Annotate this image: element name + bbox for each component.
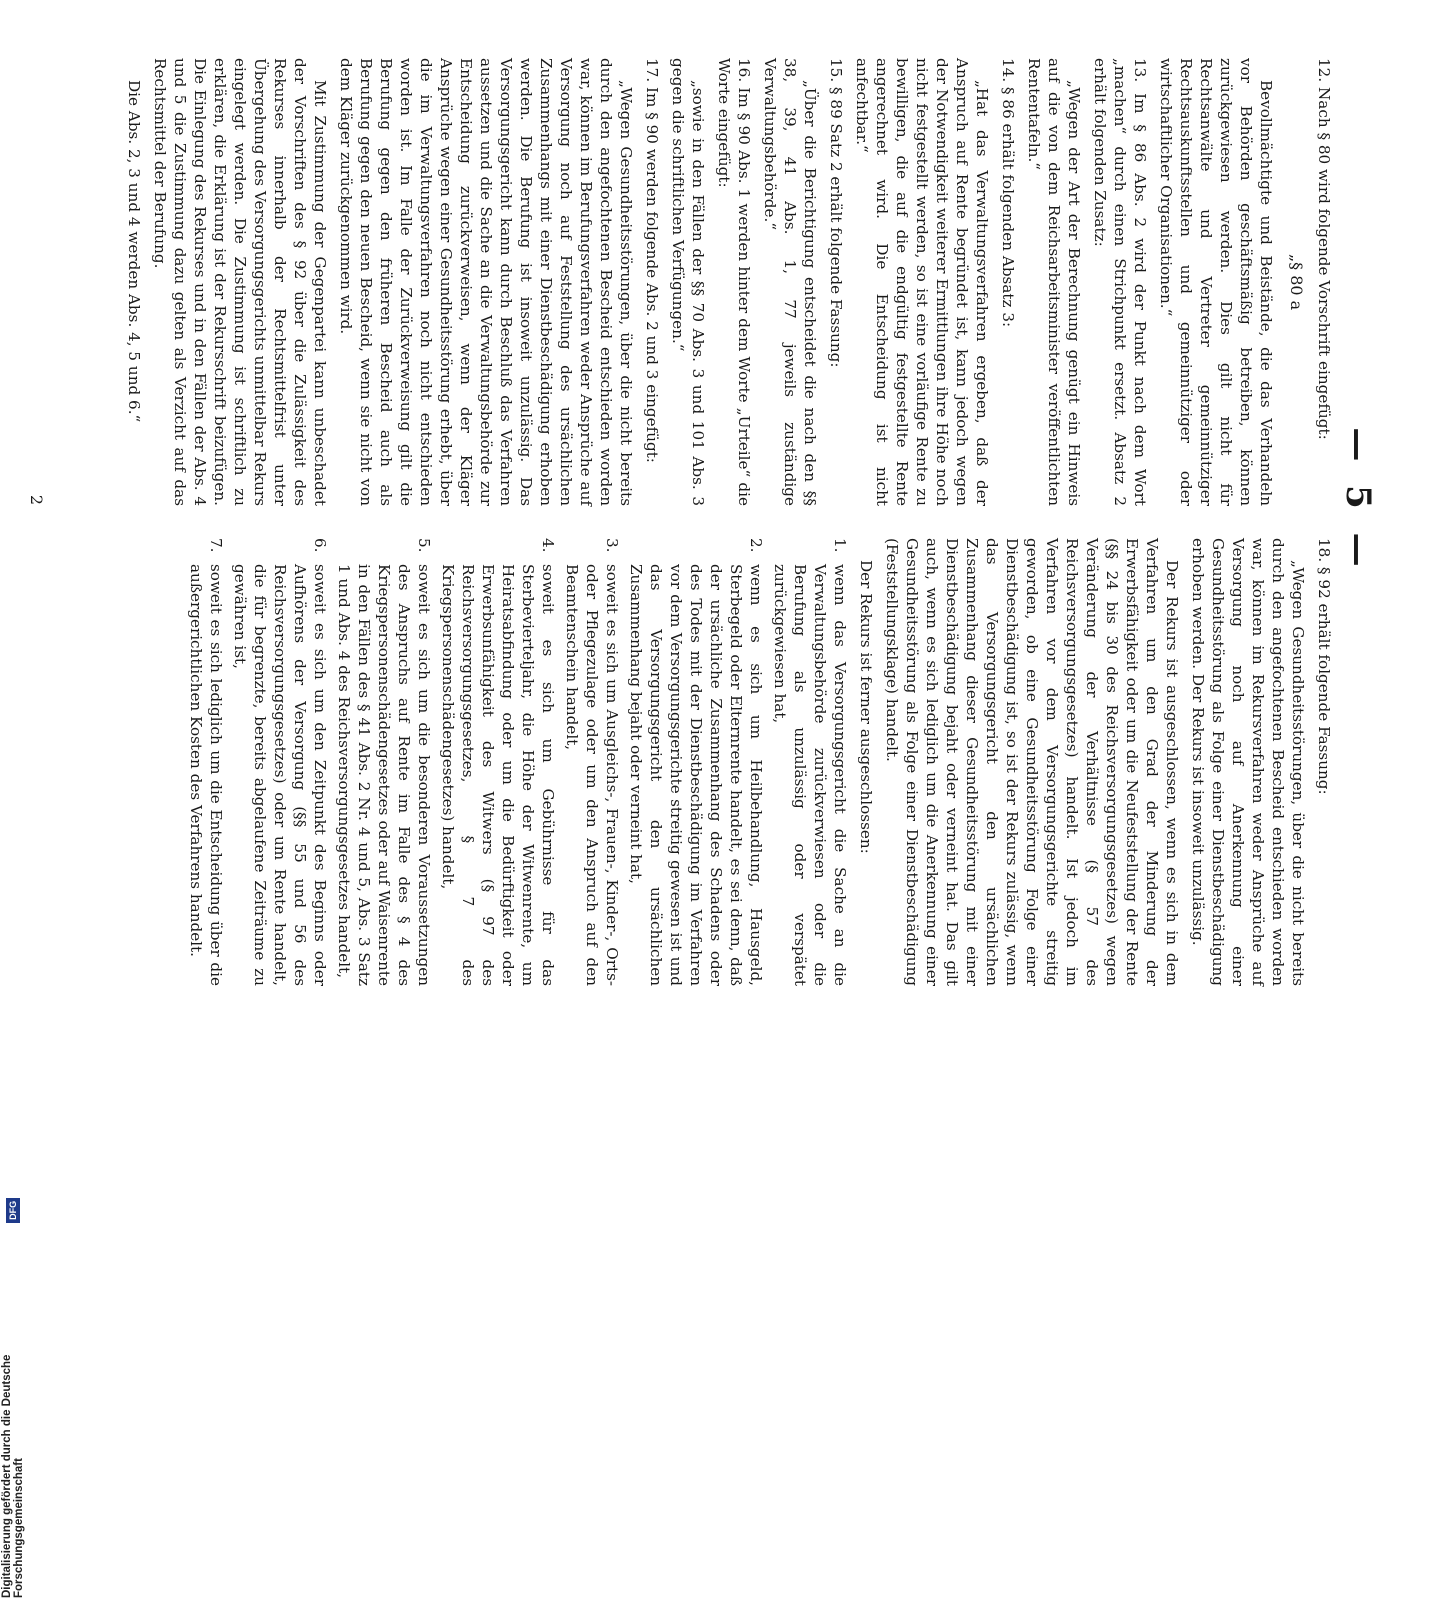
paragraph: 13. Im § 86 Abs. 2 wird der Punkt nach dem Wort „machen“ durch einen Strichpunkt ersetzt. Absatz 2 erhält folgenden Zusatz: [1091,58,1149,506]
paragraph: 12. Nach § 80 wird folgende Vorschrift eingefügt: [1315,58,1333,440]
paragraph: Der Rekurs ist ferner ausgeschlossen: [857,560,875,854]
footer-text: Digitalisierung gefördert durch die Deutsche Forschungsgemeinschaft [1,1354,25,1598]
list-number: 7. [207,538,225,553]
list-item [334,538,434,986]
left-column [118,58,1334,506]
list-text: soweit es sich um den Zeitpunkt des Beginns oder Aufhörens der Versorgung (§§ 55 und 56 des Reichsversorgungsgesetzes) oder um Rente handelt, die für begrenzte, bereits abgelaufene Zeiträume zu gewähren ist, [231,564,329,986]
paragraph: 15. § 89 Satz 2 erhält folgende Fassung: [827,58,845,368]
list-text: wenn das Versorgungsgericht die Sache an die Verwaltungsbehörde zurückverwiesen oder die Berufung als unzulässig oder verspätet zurückgewiesen hat, [771,564,849,986]
paragraph: 18. § 92 erhält folgende Fassung: [1315,538,1333,795]
list-number: 4. [539,538,557,553]
paragraph: „Wegen Gesundheitsstörungen, über die nicht bereits durch den angefochtenen Bescheid entschieden worden war, können im Berufungsverfahren weder Ansprüche auf Versorgung noch auf Feststellung des ursächlichen Zusammenhangs mit einer Dienstbeschädigung erhoben werden. Die Berufung ist insoweit unzulässig. Das Versorgungsgericht kann durch Beschluß das Verfahren aussetzen und die Sache an die Verwaltungsbehörde zur Entscheidung zurückverweisen, wenn der Kläger Ansprüche wegen einer Gesundheitsstörung erhebt, über die im Verwaltungsverfahren noch nicht entschieden worden ist. Im Falle der Zurückverweisung gilt die Berufung gegen den früheren Bescheid auch als Berufung gegen den neuen Bescheid, wenn sie nicht von dem Kläger zurückgenommen wird. [337,58,635,506]
list-text: soweit es sich um Gebührnisse für das Sterbevierteljahr, die Höhe der Witwenrente, um Heiratsabfindung oder um die Bedürftigkeit oder Erwerbsunfähigkeit des Witwers (§ 97 des Reichsversorgungsgesetzes, § 7 des Kriegspersonenschädengesetzes) handelt, [439,564,557,986]
paragraph: Der Rekurs ist ausgeschlossen, wenn es sich in dem Verfahren um den Grad der Minderung der Erwerbsfähigkeit oder um die Neufeststellung der Rente (§§ 24 bis 30 des Reichsversorgungsgesetzes) wegen Veränderung der Verhältnisse (§ 57 des Reichsversorgungsgesetzes) handelt. Ist jedoch im Verfahren vor dem Versorgungsgerichte streitig geworden, ob eine Gesundheitsstörung Folge einer Dienstbeschädigung ist, so ist der Rekurs zulässig, wenn das Versorgungsgericht den ursächlichen Zusammenhang dieser Gesundheitsstörung mit einer Dienstbeschädigung bejaht oder verneint hat. Das gilt auch, wenn es sich lediglich um die Anerkennung einer Gesundheitsstörung als Folge einer Dienstbeschädigung (Feststellungsklage) handelt. [883,538,1181,986]
paragraph: „Wegen Gesundheitsstörungen, über die nicht bereits durch den angefochtenen Bescheid entschieden worden war, können im Rekursverfahren weder Ansprüche auf Versorgung noch auf Anerkennung einer Gesundheitsstörung als Folge einer Dienstbeschädigung erhoben werden. Der Rekurs ist insoweit unzulässig. [1189,538,1307,986]
right-column [182,538,1334,986]
list-text: wenn es sich um Heilbehandlung, Hausgeld, Sterbegeld oder Elternrente handelt, es sei denn, daß der ursächliche Zusammenhang des Schadens oder des Todes mit der Dienstbeschädigung im Verfahren vor dem Versorgungsgerichte streitig gewesen ist und das Versorgungsgericht den ursächlichen Zusammenhang bejaht oder verneint hat, [627,564,765,986]
paragraph: Bevollmächtigte und Beistände, die das Verhandeln vor Behörden geschäftsmäßig betreiben, können zurückgewiesen werden. Dies gilt nicht für Rechtsanwälte und Vertreter gemeinnütziger Rechtsauskunftsstellen und gemeinnütziger oder wirtschaftlicher Organisationen.“ [1157,58,1275,506]
list-item [770,538,850,986]
page-number: — 5 — [1338,427,1378,573]
dfg-logo-icon: DFG [6,1198,20,1223]
list-number: 3. [603,538,621,553]
paragraph: „Hat das Verwaltungsverfahren ergeben, daß der Anspruch auf Rente begründet ist, kann jedoch wegen der Notwendigkeit weiterer Ermittlungen ihre Höhe noch nicht festgestellt werden, so ist eine vorläufige Rente zu bewilligen, die auf die endgültig festgestellte Rente angerechnet wird. Die Entscheidung ist nicht anfechtbar.“ [853,58,991,506]
list-item [562,538,622,986]
list-item [438,538,558,986]
list-item [186,538,226,986]
list-item [230,538,330,986]
signature-mark: 2 [27,494,46,506]
digitization-footer [2,1198,24,1598]
list-item [626,538,766,986]
paragraph: 14. § 86 erhält folgenden Absatz 3: [999,58,1017,328]
paragraph: „sowie in den Fällen der §§ 70 Abs. 3 und 101 Abs. 3 gegen die schriftlichen Verfügungen.“ [669,58,707,506]
section-title: „§ 80 a [1287,253,1306,311]
list-text: soweit es sich um Ausgleichs-, Frauen-, Kinder-, Orts- oder Pflegezulage oder um den Anspruch auf den Beamtenschein handelt, [563,564,621,986]
list-number: 5. [415,538,433,553]
paragraph: 17. Im § 90 werden folgende Abs. 2 und 3 eingefügt: [643,58,661,463]
list-number: 6. [311,538,329,553]
exclusion-list [186,538,850,986]
paragraph: Mit Zustimmung der Gegenpartei kann unbeschadet der Vorschriften des § 92 über die Zulässigkeit des Rekurses innerhalb der Rechtsmittelfrist unter Übergehung des Versorgungsgerichts unmittelbar Rekurs eingelegt werden. Die Zustimmung ist schriftlich zu erklären, die Erklärung ist der Rekursschrift beizufügen. Die Einlegung des Rekurses und in den Fällen der Abs. 4 und 5 die Zustimmung dazu gelten als Verzicht auf das Rechtsmittel der Berufung. [151,58,329,506]
list-text: soweit es sich um die besonderen Voraussetzungen des Anspruchs auf Rente im Falle des § 4 des Kriegspersonenschädengesetzes oder auf Waisenrente in den Fällen des § 41 Abs. 2 Nr. 4 und 5, Abs. 3 Satz 1 und Abs. 4 des Reichsversorgungsgesetzes handelt, [335,564,433,986]
paragraph: Die Abs. 2, 3 und 4 werden Abs. 4, 5 und 6.“ [125,80,143,423]
paragraph: „Wegen der Art der Berechnung genügt ein Hinweis auf die von dem Reichsarbeitsminister veröffentlichten Rententafeln.“ [1025,58,1083,506]
list-number: 1. [831,538,849,553]
list-text: soweit es sich lediglich um die Entscheidung über die außergerichtlichen Kosten des Verfahrens handelt. [187,564,225,986]
paragraph: „Über die Berichtigung entscheidet die nach den §§ 38, 39, 41 Abs. 1, 77 jeweils zuständige Verwaltungsbehörde.“ [761,58,819,506]
list-number: 2. [747,538,765,553]
paragraph: 16. Im § 90 Abs. 1 werden hinter dem Worte „Urteile“ die Worte eingefügt: [715,58,753,506]
